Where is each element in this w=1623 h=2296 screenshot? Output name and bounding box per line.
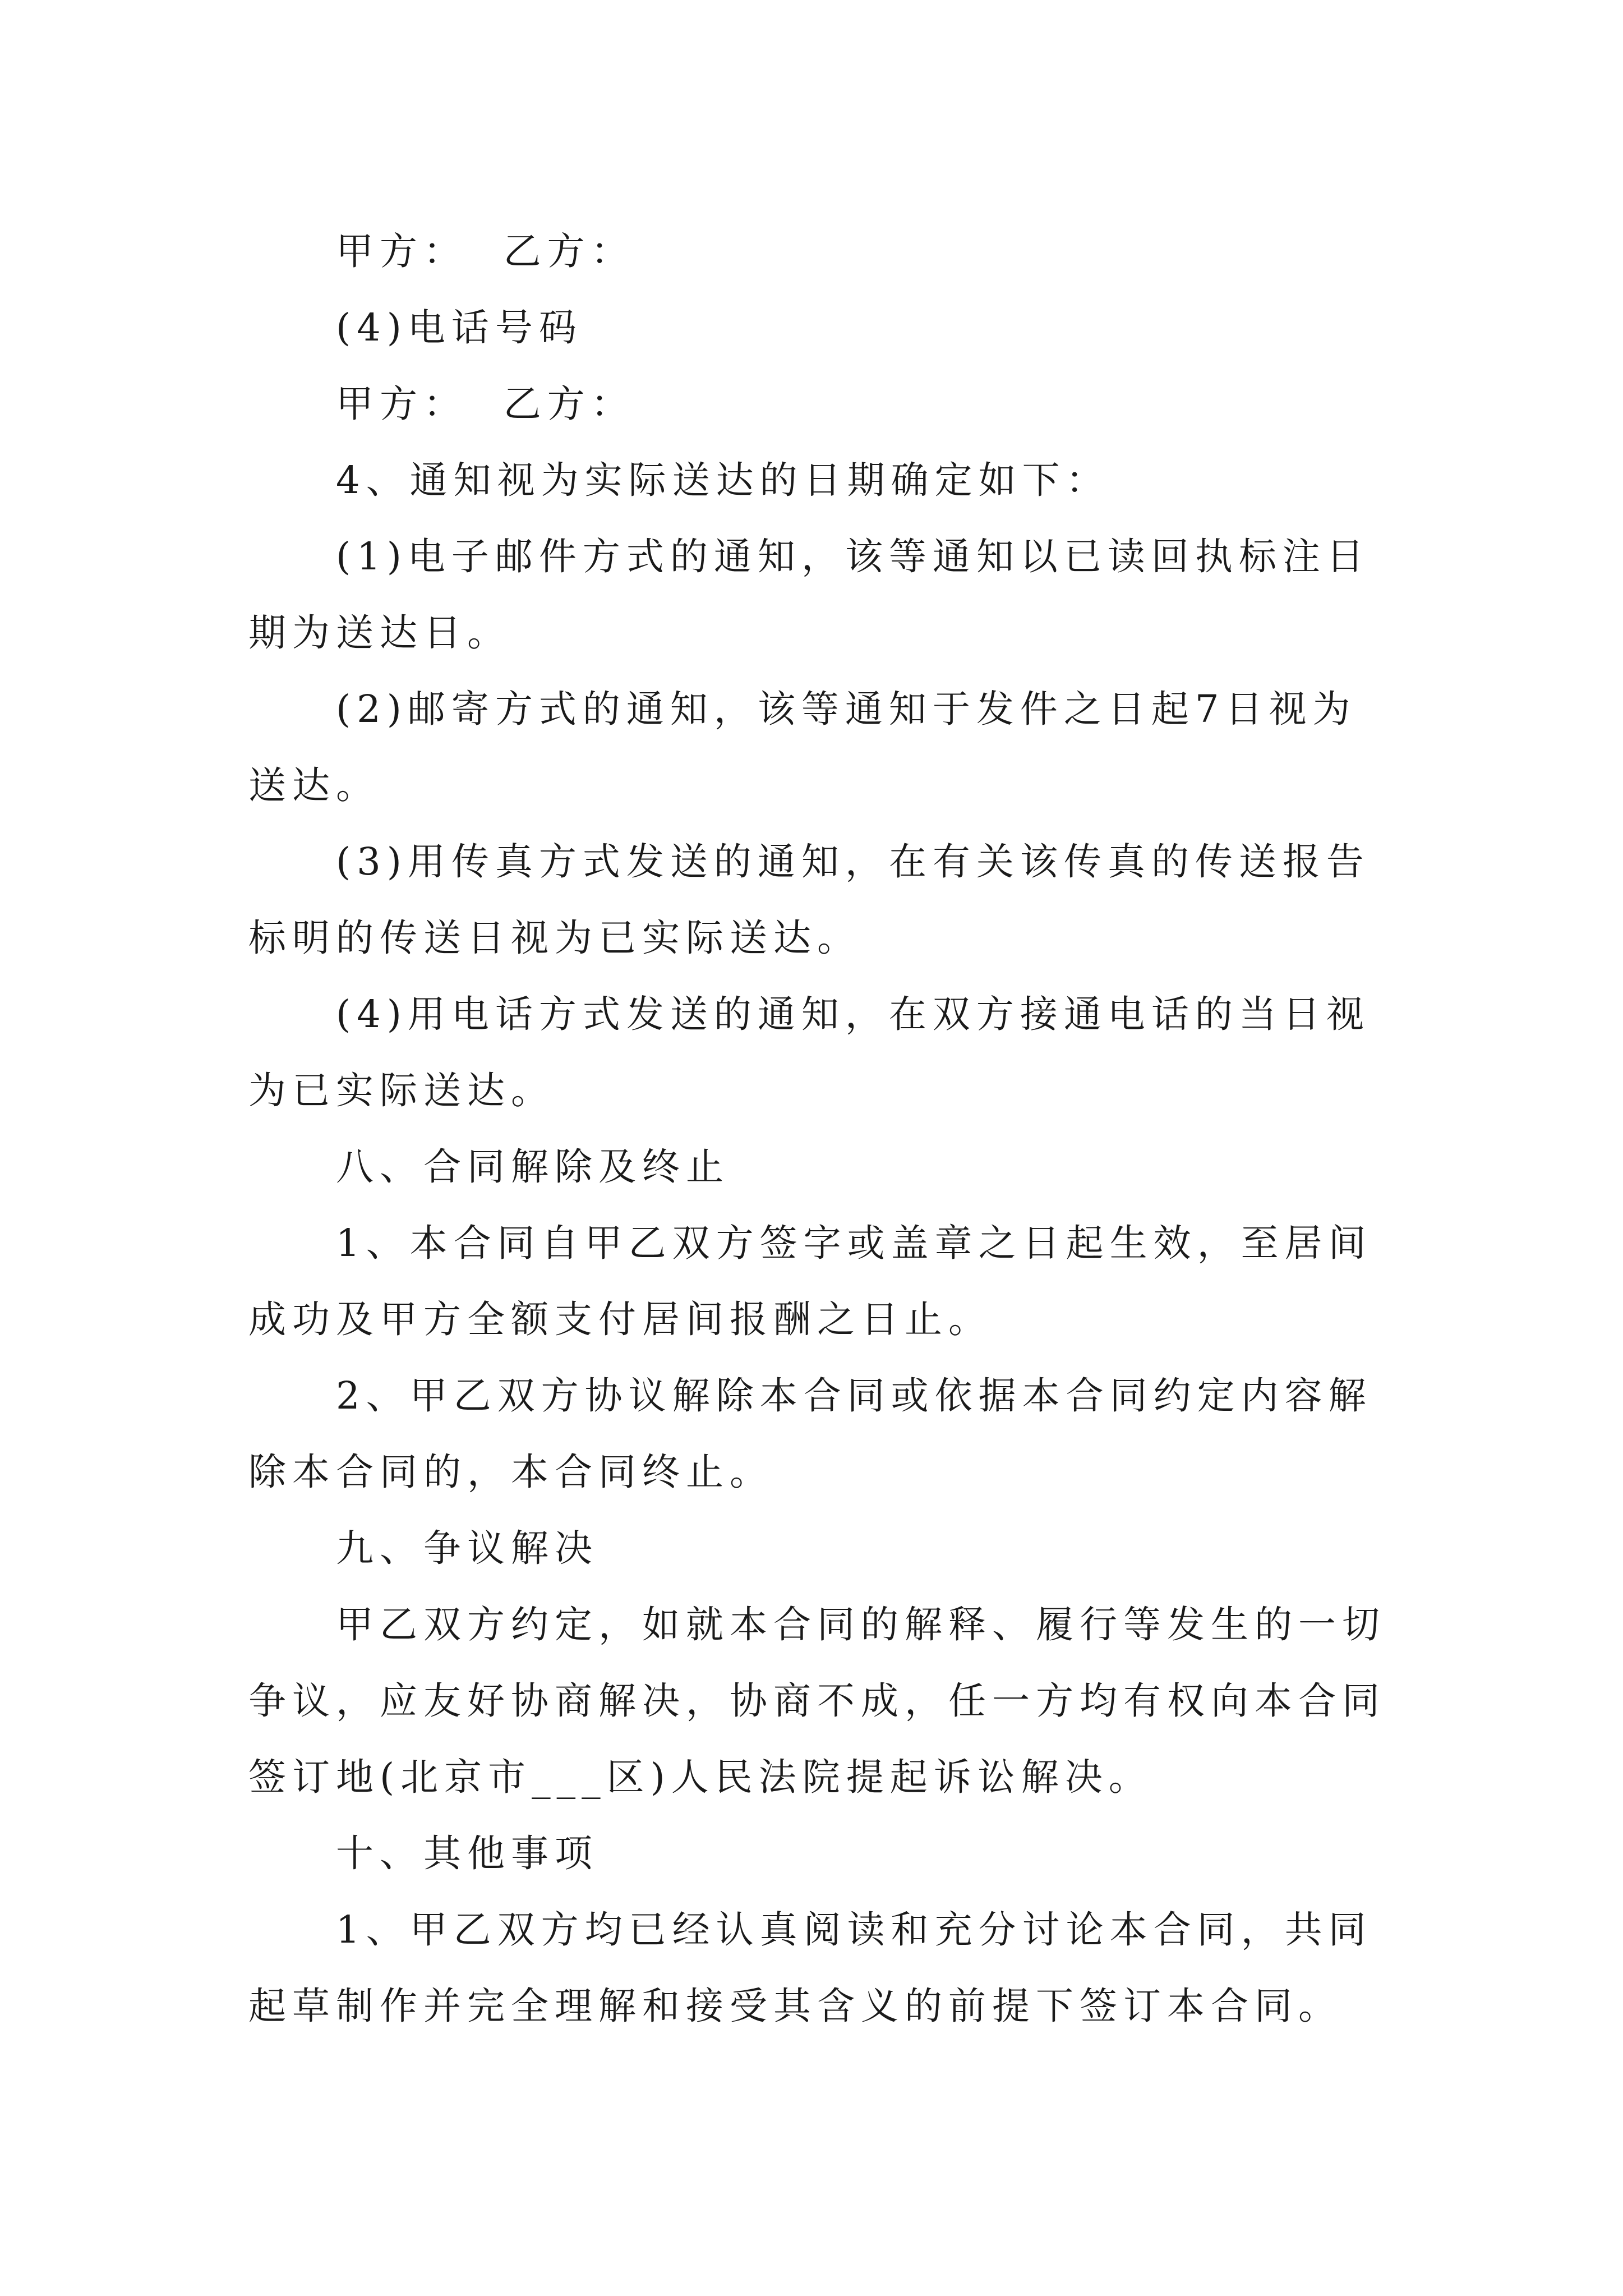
mail-notice-item: (2)邮寄方式的通知，该等通知于发件之日起7日视为送达。 xyxy=(248,687,1357,807)
section-heading-termination: 八、合同解除及终止 xyxy=(336,1145,730,1189)
section-heading-dispute: 九、争议解决 xyxy=(336,1526,598,1570)
termination-clause-2: 2、甲乙双方协议解除本合同或依据本合同约定内容解除本合同的，本合同终止。 xyxy=(248,1374,1372,1494)
other-matters-clause-1: 1、甲乙双方均已经认真阅读和充分讨论本合同，共同起草制作并完全理解和接受其含义的前提下签订本合同。 xyxy=(248,1908,1372,2028)
dispute-resolution-clause: 甲乙双方约定，如就本合同的解释、履行等发生的一切争议，应友好协商解决，协商不成，任一方均有权向本合同签订地(北京市___区)人民法院提起诉讼解决。 xyxy=(248,1603,1386,1799)
phone-notice-item: (4)用电话方式发送的通知，在双方接通电话的当日视为已实际送达。 xyxy=(248,992,1370,1112)
party-phone-label: 甲方： 乙方： xyxy=(336,382,635,426)
fax-notice-item: (3)用传真方式发送的通知，在有关该传真的传送报告标明的传送日视为已实际送达。 xyxy=(248,840,1370,960)
email-notice-item: (1)电子邮件方式的通知，该等通知以已读回执标注日期为送达日。 xyxy=(248,535,1370,655)
notice-delivery-clause: 4、通知视为实际送达的日期确定如下： xyxy=(336,458,1110,502)
termination-clause-1: 1、本合同自甲乙双方签字或盖章之日起生效，至居间成功及甲方全额支付居间报酬之日止。 xyxy=(248,1221,1372,1341)
section-heading-other: 十、其他事项 xyxy=(336,1832,598,1875)
party-contact-label: 甲方： 乙方： xyxy=(336,229,635,273)
document-body xyxy=(248,213,1393,2044)
phone-number-heading: (4)电话号码 xyxy=(336,306,583,349)
